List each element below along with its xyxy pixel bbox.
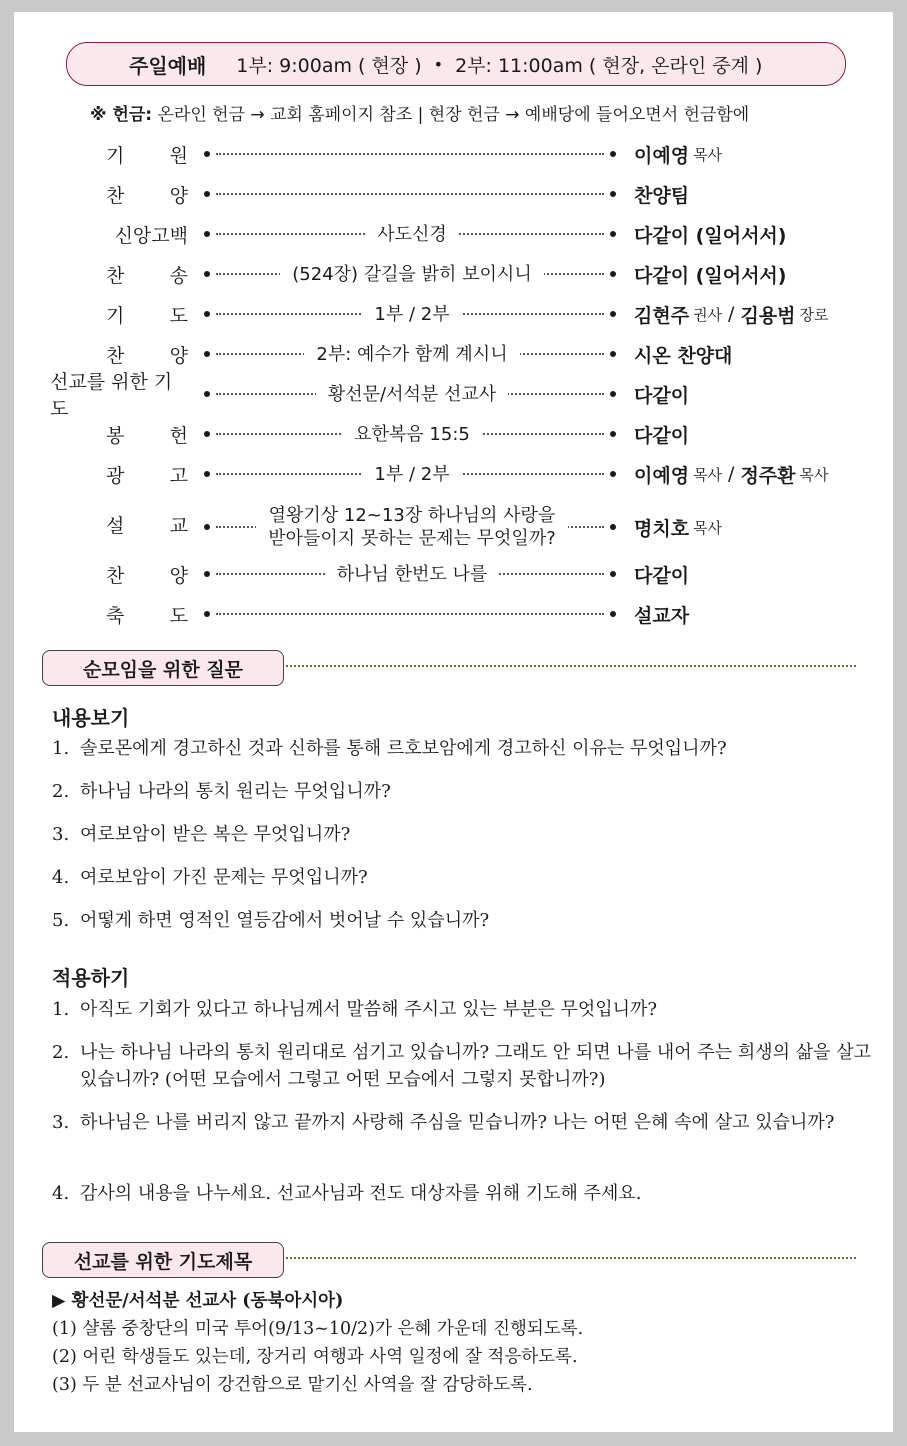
service-item (14, 294, 893, 334)
apply-question: 2. 나는 하나님 나라의 통치 원리대로 섬기고 있습니까? 그래도 안 되면 나를 내어 주는 희생의 삶을 살고 있습니까? (어떤 모습에서 그렇고 어떤 모습에서 그렇지 못합니까?) (52, 1042, 871, 1090)
bullet-dot (204, 391, 210, 397)
service-item-leader: 다같이 (634, 564, 690, 587)
service-item-label: 설 교 (106, 514, 188, 537)
service-item-leader: 다같이 (634, 424, 690, 447)
service-item-label: 선교를 위한 기도 (50, 371, 173, 420)
service-item-content: (524장) 갈길을 밝히 보이시니 (214, 254, 610, 294)
mission-prayer-tab: 선교를 위한 기도제목 (42, 1242, 284, 1278)
service-item-label: 찬 양 (106, 344, 188, 367)
service-title: 주일예배 (129, 53, 207, 78)
bullet-dot (610, 231, 616, 237)
bullet-dot (610, 151, 616, 157)
bullet-dot (204, 571, 210, 577)
apply-question: 1. 아직도 기회가 있다고 하나님께서 말씀해 주시고 있는 부분은 무엇입니까? (52, 999, 658, 1020)
bullet-dot (204, 351, 210, 357)
bullet-dot (610, 611, 616, 617)
service-item-leader: 다같이 (634, 384, 690, 407)
service-item (14, 504, 893, 550)
bullet-dot (610, 191, 616, 197)
observe-question: 2. 하나님 나라의 통치 원리는 무엇입니까? (52, 781, 391, 802)
prayer-item: (3) 두 분 선교사님이 강건함으로 맡기신 사역을 잘 감당하도록. (52, 1375, 533, 1395)
service-item-content: 1부 / 2부 (214, 454, 610, 494)
bullet-dot (610, 471, 616, 477)
service-item-label: 기 도 (106, 304, 188, 327)
service-item-leader: 다같이 (일어서서) (634, 224, 787, 247)
service-item-label: 기 원 (106, 144, 188, 167)
leader-dots (216, 613, 604, 615)
service-item-content: 요한복음 15:5 (214, 414, 610, 454)
service-time-2: 2부: 11:00am ( 현장, 온라인 중계 ) (455, 54, 763, 77)
service-item-leader: 김현주 권사 / 김용범 장로 (634, 303, 829, 327)
offering-note (90, 100, 749, 125)
prayer-item: (1) 샬롬 중창단의 미국 투어(9/13~10/2)가 은혜 가운데 진행되도록. (52, 1319, 584, 1339)
service-item-leader: 설교자 (634, 604, 690, 627)
bullet-dot (204, 311, 210, 317)
bullet-dot (204, 191, 210, 197)
leader-dots (216, 193, 604, 195)
service-item-label: 찬 양 (106, 564, 188, 587)
missionary-name: ▶ 황선문/서석분 선교사 (동북아시아) (52, 1291, 344, 1311)
bullet-dot (610, 571, 616, 577)
service-item (14, 554, 893, 594)
apply-question: 4. 감사의 내용을 나누세요. 선교사님과 전도 대상자를 위해 기도해 주세요. (52, 1183, 642, 1204)
bullet-dot (204, 151, 210, 157)
service-item-label: 축 도 (106, 604, 188, 627)
bullet-dot (204, 231, 210, 237)
observe-question: 4. 여로보암이 가진 문제는 무엇입니까? (52, 867, 368, 888)
leader-dots (216, 153, 604, 155)
service-item-label: 광 고 (106, 464, 188, 487)
service-item-content: 황선문/서석분 선교사 (214, 374, 610, 414)
service-item-leader: 이예영 목사 / 정주환 목사 (634, 463, 829, 487)
service-item (14, 414, 893, 454)
service-header (66, 42, 846, 86)
service-time-1: 1부: 9:00am ( 현장 ) (236, 54, 422, 77)
bullet-dot (610, 431, 616, 437)
service-item-label: 찬 양 (106, 184, 188, 207)
bullet-dot (204, 271, 210, 277)
bullet-dot (610, 524, 616, 530)
offering-label: ※ 헌금: (90, 105, 153, 125)
bullet-dot (610, 351, 616, 357)
bulletin-page (14, 12, 893, 1432)
small-group-tab: 순모임을 위한 질문 (42, 650, 284, 686)
service-item (14, 214, 893, 254)
service-item-leader: 시온 찬양대 (634, 344, 733, 367)
bullet-dot (610, 391, 616, 397)
service-item (14, 371, 893, 420)
service-item-leader: 찬양팀 (634, 184, 690, 207)
bullet-dot (610, 271, 616, 277)
service-item (14, 174, 893, 214)
section-divider (286, 665, 856, 667)
observe-heading: 내용보기 (52, 706, 130, 730)
bullet-dot (610, 311, 616, 317)
service-item-leader: 다같이 (일어서서) (634, 264, 787, 287)
observe-question: 5. 어떻게 하면 영적인 열등감에서 벗어날 수 있습니까? (52, 910, 490, 931)
service-separator: • (433, 54, 444, 74)
apply-heading: 적용하기 (52, 966, 130, 990)
bullet-dot (204, 524, 210, 530)
service-item-leader: 명치호 목사 (634, 517, 723, 540)
service-item (14, 134, 893, 174)
prayer-item: (2) 어린 학생들도 있는데, 장거리 여행과 사역 일정에 잘 적응하도록. (52, 1347, 578, 1367)
observe-question: 1. 솔로몬에게 경고하신 것과 신하를 통해 르호보암에게 경고하신 이유는 무엇입니까? (52, 738, 727, 759)
service-item-content: 2부: 예수가 함께 계시니 (214, 334, 610, 374)
service-item (14, 454, 893, 494)
bullet-dot (204, 471, 210, 477)
observe-question: 3. 여로보암이 받은 복은 무엇입니까? (52, 824, 351, 845)
bullet-dot (204, 431, 210, 437)
service-item-content: 열왕기상 12~13장 하나님의 사랑을 받아들이지 못하는 문제는 무엇일까? (214, 504, 610, 550)
service-item-label: 찬 송 (106, 264, 188, 287)
service-item-label: 신앙고백 (114, 224, 188, 247)
apply-question: 3. 하나님은 나를 버리지 않고 끝까지 사랑해 주심을 믿습니까? 나는 어떤 은혜 속에 살고 있습니까? (52, 1112, 835, 1133)
service-item (14, 594, 893, 634)
service-item-content: 하나님 한번도 나를 (214, 554, 610, 594)
service-item-content: 사도신경 (214, 214, 610, 254)
service-item-content: 1부 / 2부 (214, 294, 610, 334)
service-item-label: 봉 헌 (106, 424, 188, 447)
bullet-dot (204, 611, 210, 617)
offering-text: 온라인 헌금 → 교회 홈페이지 참조 | 현장 헌금 → 예배당에 들어오면서 헌금함에 (157, 105, 750, 125)
section-divider (286, 1257, 856, 1259)
service-item (14, 254, 893, 294)
service-item-leader: 이예영 목사 (634, 144, 723, 167)
